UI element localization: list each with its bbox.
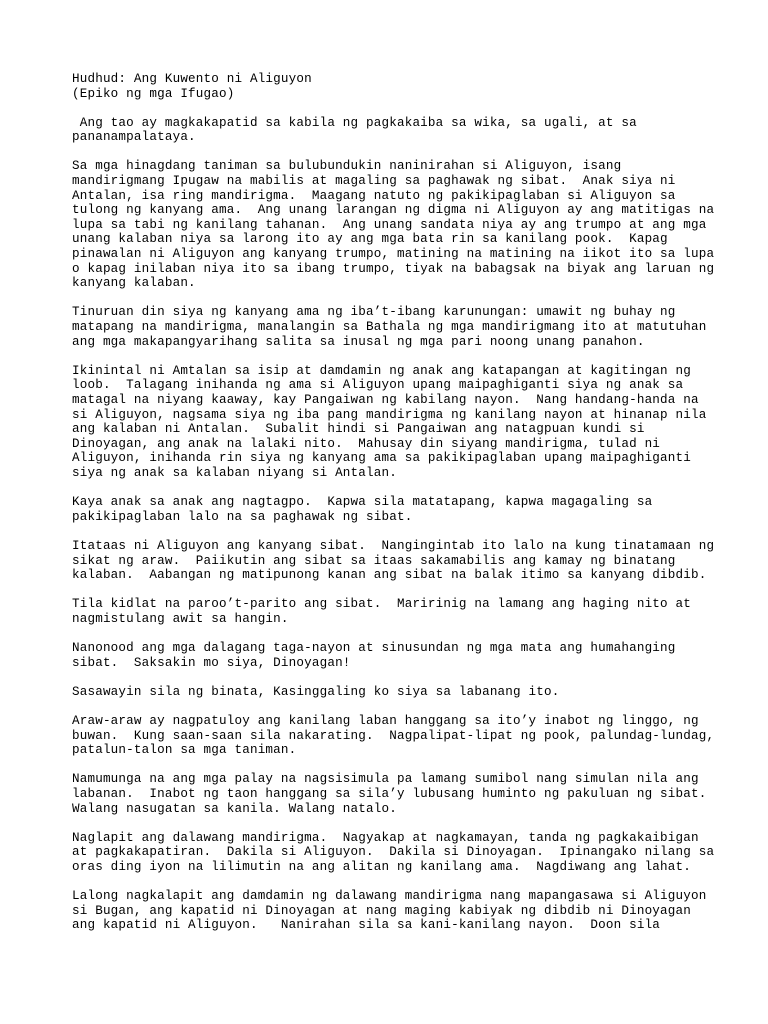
paragraph-line: Ang tao ay magkakapatid sa kabila ng pagkakaiba sa wika, sa ugali, at sa — [72, 115, 637, 130]
paragraph-line: Antalan, isa ring mandirigma. Maagang natuto ng pakikipaglaban si Aliguyon sa — [72, 188, 676, 203]
paragraph-line: unang kalaban niya sa larong ito ay ang mga bata rin sa kanilang pook. Kapag — [72, 232, 668, 247]
paragraph-line: Sasawayin sila ng binata, Kasinggaling ko siya sa labanang ito. — [72, 684, 560, 699]
paragraph-line: ang kalaban ni Antalan. Subalit hindi si Pangaiwan ang natagpuan kundi si — [72, 422, 645, 437]
paragraph-line: nagmistulang awit sa hangin. — [72, 611, 289, 626]
paragraph-line: Tila kidlat na paroo’t-parito ang sibat. Maririnig na lamang ang haging nito at — [72, 597, 691, 612]
paragraph-line: Namumunga na ang mga palay na nagsisimula pa lamang sumibol nang simulan nila ang — [72, 772, 699, 787]
paragraph — [72, 116, 712, 145]
paragraph-line: mandirigmang Ipugaw na mabilis at magaling sa paghawak ng sibat. Anak siya ni — [72, 174, 676, 189]
paragraph-line: pakikipaglaban lalo na sa paghawak ng sibat. — [72, 509, 413, 524]
paragraph-line: tulong ng kanyang ama. Ang unang larangan ng digma ni Aliguyon ay ang matitigas na — [72, 203, 715, 218]
paragraph-line: Dinoyagan, ang anak na lalaki nito. Mahusay din siyang mandirigma, tulad ni — [72, 436, 661, 451]
paragraph-line: Araw-araw ay nagpatuloy ang kanilang laban hanggang sa ito’y inabot ng linggo, ng — [72, 714, 699, 729]
paragraph-line: ang kapatid ni Aliguyon. Nanirahan sila sa kani-kanilang nayon. Doon sila — [72, 918, 661, 933]
paragraph-line: at pagkakapatiran. Dakila si Aliguyon. Dakila si Dinoyagan. Ipinangako nilang sa — [72, 845, 715, 860]
paragraph-line: Kaya anak sa anak ang nagtagpo. Kapwa sila matatapang, kapwa magagaling sa — [72, 495, 653, 510]
paragraph-line: Itataas ni Aliguyon ang kanyang sibat. Nangingintab ito lalo na kung tinatamaan ng — [72, 538, 715, 553]
paragraph-line: buwan. Kung saan-saan sila nakarating. Nagpalipat-lipat ng pook, palundag-lundag, — [72, 728, 715, 743]
paragraph-line: Nanonood ang mga dalagang taga-nayon at sinusundan ng mga mata ang humahanging — [72, 641, 676, 656]
paragraph-line: Lalong nagkalapit ang damdamin ng dalawang mandirigma nang mapangasawa si Aliguyon — [72, 889, 707, 904]
paragraph — [72, 305, 712, 349]
paragraph-line: Ikinintal ni Amtalan sa isip at damdamin ng anak ang katapangan at kagitingan ng — [72, 363, 691, 378]
document-body — [72, 115, 715, 933]
paragraph-line: oras ding iyon na lilimutin na ang alitan ng kanilang ama. Nagdiwang ang lahat. — [72, 859, 691, 874]
paragraph-line: si Aliguyon, nagsama siya ng iba pang mandirigma ng kanilang nayon at hinanap nila — [72, 407, 707, 422]
paragraph-line: ang mga makapangyarihang salita sa inusal ng mga pari noong unang panahon. — [72, 334, 645, 349]
paragraph-line: o kapag inilaban niya ito sa ibang trumpo, tiyak na babagsak na biyak ang laruan ng — [72, 261, 715, 276]
paragraph-line: labanan. Inabot ng taon hanggang sa sila’y lubusang huminto ng pakuluan ng sibat. — [72, 787, 707, 801]
document-title: Hudhud: Ang Kuwento ni Aliguyon — [72, 72, 312, 86]
paragraph — [72, 364, 712, 481]
paragraph — [72, 714, 715, 758]
paragraph-line: kanyang kalaban. — [72, 276, 196, 291]
paragraph-line: Sa mga hinagdang taniman sa bulubundukin naninirahan si Aliguyon, isang — [72, 159, 622, 174]
paragraph-line: kalaban. Aabangan ng matipunong kanan ang sibat na balak itimo sa kanyang dibdib. — [72, 568, 707, 583]
paragraph-line: lupa sa tabi ng kanilang tahanan. Ang unang sandata niya ay ang trumpo at ang mga — [72, 217, 707, 232]
paragraph-line: matagal na niyang kaaway, kay Pangaiwan ng kabilang nayon. Nang handang-handa na — [72, 392, 699, 407]
paragraph — [72, 772, 712, 816]
paragraph-line: pinawalan ni Aliguyon ang kanyang trumpo, matining na matining na iikot ito sa lupa — [72, 247, 715, 262]
paragraph — [72, 159, 715, 291]
paragraph-line: si Bugan, ang kapatid ni Dinoyagan at nang maging kabiyak ng dibdib ni Dinoyagan — [72, 903, 691, 918]
paragraph-line: Tinuruan din siya ng kanyang ama ng iba’t-ibang karunungan: umawit ng buhay ng — [72, 305, 676, 320]
paragraph — [72, 641, 712, 670]
paragraph — [72, 830, 715, 875]
paragraph-line: pananampalataya. — [72, 130, 196, 145]
paragraph — [72, 597, 712, 626]
paragraph-line: Naglapit ang dalawang mandirigma. Nagyakap at nagkamayan, tanda ng pagkakaibigan — [72, 830, 699, 845]
paragraph-line: matapang na mandirigma, manalangin sa Bathala ng mga mandirigmang ito at matutuhan — [72, 320, 707, 334]
paragraph-line: siya ng anak sa kalaban niyang si Antalan. — [72, 465, 397, 480]
document-page — [72, 72, 715, 948]
paragraph-line: Walang nasugatan sa kanila. Walang natalo. — [72, 801, 397, 816]
paragraph — [72, 538, 715, 583]
document-heading — [72, 72, 712, 101]
paragraph — [72, 889, 712, 933]
document-subtitle: (Epiko ng mga Ifugao) — [72, 86, 235, 101]
paragraph-line: sibat. Saksakin mo siya, Dinoyagan! — [72, 655, 351, 670]
paragraph — [72, 685, 712, 700]
paragraph-line: Aliguyon, inihanda rin siya ng kanyang ama sa pakikipaglaban upang maipaghiganti — [72, 451, 691, 466]
paragraph-line: patalun-talon sa mga taniman. — [72, 743, 297, 758]
paragraph-line: sikat ng araw. Paiikutin ang sibat sa itaas sakamabilis ang kamay ng binatang — [72, 553, 676, 568]
paragraph — [72, 495, 712, 524]
paragraph-line: loob. Talagang inihanda ng ama si Aliguyon upang maipaghiganti siya ng anak sa — [72, 378, 684, 393]
